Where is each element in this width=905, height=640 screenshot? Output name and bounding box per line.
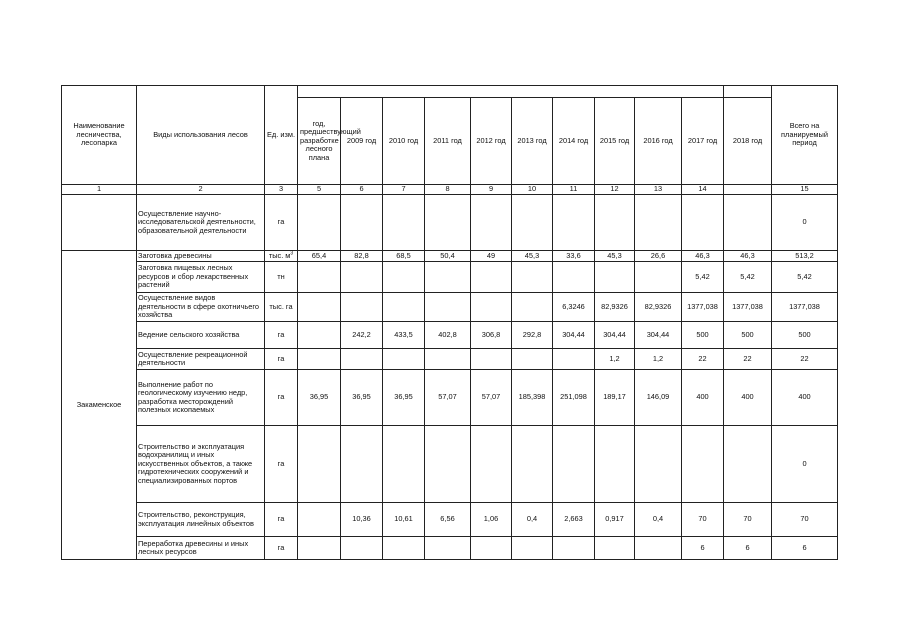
value-cell — [425, 537, 471, 560]
value-cell — [298, 195, 341, 251]
value-cell: 0,4 — [635, 503, 682, 537]
value-cell — [682, 426, 724, 503]
value-cell — [553, 195, 595, 251]
value-cell — [512, 293, 553, 322]
header-year: 2012 год — [471, 98, 512, 185]
value-cell — [635, 537, 682, 560]
value-cell — [298, 262, 341, 293]
value-cell — [595, 426, 635, 503]
value-cell — [553, 262, 595, 293]
value-cell: 513,2 — [772, 251, 838, 262]
value-cell: 242,2 — [341, 322, 383, 349]
unit: га — [265, 349, 298, 370]
table-row — [62, 251, 838, 262]
value-cell — [471, 537, 512, 560]
value-cell: 189,17 — [595, 370, 635, 426]
table-row — [62, 262, 838, 293]
column-number: 1 — [62, 185, 137, 195]
value-cell — [341, 293, 383, 322]
value-cell: 1377,038 — [682, 293, 724, 322]
column-number: 3 — [265, 185, 298, 195]
value-cell — [682, 195, 724, 251]
value-cell: 0 — [772, 426, 838, 503]
header-year: 2011 год — [425, 98, 471, 185]
table-row — [62, 349, 838, 370]
value-cell: 22 — [724, 349, 772, 370]
value-cell: 26,6 — [635, 251, 682, 262]
value-cell: 70 — [682, 503, 724, 537]
value-cell — [595, 262, 635, 293]
value-cell — [298, 503, 341, 537]
value-cell — [425, 293, 471, 322]
column-number: 6 — [341, 185, 383, 195]
value-cell: 402,8 — [425, 322, 471, 349]
value-cell — [341, 262, 383, 293]
value-cell — [383, 537, 425, 560]
column-number: 2 — [137, 185, 265, 195]
value-cell: 70 — [772, 503, 838, 537]
value-cell — [298, 293, 341, 322]
value-cell — [341, 426, 383, 503]
header-years-span — [298, 86, 724, 98]
value-cell: 68,5 — [383, 251, 425, 262]
header-year: 2013 год — [512, 98, 553, 185]
value-cell: 400 — [772, 370, 838, 426]
column-number: 10 — [512, 185, 553, 195]
use-kind: Переработка древесины и иных лесных ресурсов — [137, 537, 265, 560]
value-cell — [425, 426, 471, 503]
value-cell — [512, 537, 553, 560]
value-cell — [635, 262, 682, 293]
value-cell: 46,3 — [682, 251, 724, 262]
value-cell: 82,9326 — [635, 293, 682, 322]
value-cell — [341, 537, 383, 560]
unit: тыс. $м^3$ — [265, 251, 298, 262]
value-cell — [471, 426, 512, 503]
column-number: 9 — [471, 185, 512, 195]
value-cell: 10,61 — [383, 503, 425, 537]
table-row — [62, 293, 838, 322]
value-cell: 304,44 — [635, 322, 682, 349]
use-kind: Осуществление научно-исследовательской деятельности, образовательной деятельности — [137, 195, 265, 251]
value-cell: 0,4 — [512, 503, 553, 537]
value-cell: 0 — [772, 195, 838, 251]
value-cell — [383, 293, 425, 322]
unit: га — [265, 537, 298, 560]
value-cell: 304,44 — [553, 322, 595, 349]
value-cell: 6 — [682, 537, 724, 560]
header-prev-year: год, предшествующий разработке лесного плана — [298, 98, 341, 185]
use-kind: Осуществление видов деятельности в сфере охотничьего хозяйства — [137, 293, 265, 322]
column-number: 15 — [772, 185, 838, 195]
value-cell — [635, 195, 682, 251]
value-cell: 0,917 — [595, 503, 635, 537]
value-cell: 251,098 — [553, 370, 595, 426]
header-kinds: Виды использования лесов — [137, 86, 265, 185]
value-cell — [383, 262, 425, 293]
value-cell — [471, 349, 512, 370]
value-cell: 1377,038 — [772, 293, 838, 322]
value-cell: 33,6 — [553, 251, 595, 262]
use-kind: Выполнение работ по геологическому изучению недр, разработка месторождений полезных ископаемых — [137, 370, 265, 426]
header-year: 2014 год — [553, 98, 595, 185]
region-cell-empty — [62, 195, 137, 251]
header-year: 2018 год — [724, 98, 772, 185]
value-cell: 65,4 — [298, 251, 341, 262]
header-total: Всего на планируемый период — [772, 86, 838, 185]
value-cell — [298, 322, 341, 349]
value-cell: 400 — [682, 370, 724, 426]
value-cell: 1,2 — [635, 349, 682, 370]
value-cell: 82,9326 — [595, 293, 635, 322]
unit: тн — [265, 262, 298, 293]
value-cell — [298, 426, 341, 503]
table-row — [62, 370, 838, 426]
value-cell: 70 — [724, 503, 772, 537]
value-cell — [512, 262, 553, 293]
table-row — [62, 322, 838, 349]
value-cell — [635, 426, 682, 503]
value-cell: 57,07 — [425, 370, 471, 426]
value-cell: 1,06 — [471, 503, 512, 537]
use-kind: Заготовка пищевых лесных ресурсов и сбор лекарственных растений — [137, 262, 265, 293]
value-cell: 500 — [724, 322, 772, 349]
unit: га — [265, 370, 298, 426]
value-cell: 5,42 — [772, 262, 838, 293]
use-kind: Заготовка древесины — [137, 251, 265, 262]
value-cell — [512, 195, 553, 251]
column-number: 7 — [383, 185, 425, 195]
value-cell: 5,42 — [682, 262, 724, 293]
value-cell: 50,4 — [425, 251, 471, 262]
value-cell: 1377,038 — [724, 293, 772, 322]
value-cell — [298, 349, 341, 370]
value-cell: 36,95 — [341, 370, 383, 426]
value-cell: 146,09 — [635, 370, 682, 426]
value-cell: 46,3 — [724, 251, 772, 262]
value-cell — [595, 195, 635, 251]
header-year: 2015 год — [595, 98, 635, 185]
header-top-row — [62, 86, 838, 98]
unit: га — [265, 426, 298, 503]
value-cell: 6 — [772, 537, 838, 560]
value-cell — [425, 262, 471, 293]
value-cell — [383, 195, 425, 251]
column-number: 12 — [595, 185, 635, 195]
value-cell: 49 — [471, 251, 512, 262]
value-cell: 5,42 — [724, 262, 772, 293]
value-cell — [724, 195, 772, 251]
value-cell: 45,3 — [595, 251, 635, 262]
value-cell: 10,36 — [341, 503, 383, 537]
value-cell: 500 — [682, 322, 724, 349]
column-number: 11 — [553, 185, 595, 195]
unit: га — [265, 195, 298, 251]
table-row — [62, 537, 838, 560]
header-year: 2009 год — [341, 98, 383, 185]
header-year: 2017 год — [682, 98, 724, 185]
use-kind: Строительство и эксплуатация водохранилищ и иных искусственных объектов, а также гидротехнических сооружений и специализированных портов — [137, 426, 265, 503]
value-cell: 400 — [724, 370, 772, 426]
value-cell — [341, 195, 383, 251]
header-blank — [724, 86, 772, 98]
forest-use-plan-table — [61, 85, 838, 560]
header-year: 2010 год — [383, 98, 425, 185]
value-cell: 306,8 — [471, 322, 512, 349]
value-cell: 304,44 — [595, 322, 635, 349]
value-cell — [383, 349, 425, 370]
header-unit: Ед. изм. — [265, 86, 298, 185]
value-cell: 1,2 — [595, 349, 635, 370]
value-cell: 36,95 — [383, 370, 425, 426]
region-name: Закаменское — [62, 251, 137, 560]
header-year: 2016 год — [635, 98, 682, 185]
unit: тыс. га — [265, 293, 298, 322]
value-cell — [383, 426, 425, 503]
table-row — [62, 426, 838, 503]
value-cell — [512, 349, 553, 370]
table-row — [62, 503, 838, 537]
use-kind: Осуществление рекреационной деятельности — [137, 349, 265, 370]
value-cell: 2,663 — [553, 503, 595, 537]
value-cell: 185,398 — [512, 370, 553, 426]
value-cell — [425, 195, 471, 251]
value-cell: 433,5 — [383, 322, 425, 349]
value-cell: 57,07 — [471, 370, 512, 426]
unit: га — [265, 322, 298, 349]
value-cell — [471, 195, 512, 251]
value-cell: 82,8 — [341, 251, 383, 262]
value-cell: 6,3246 — [553, 293, 595, 322]
value-cell: 500 — [772, 322, 838, 349]
value-cell: 6 — [724, 537, 772, 560]
value-cell — [341, 349, 383, 370]
use-kind: Ведение сельского хозяйства — [137, 322, 265, 349]
column-number: 13 — [635, 185, 682, 195]
value-cell — [298, 537, 341, 560]
unit: га — [265, 503, 298, 537]
value-cell: 45,3 — [512, 251, 553, 262]
value-cell — [471, 262, 512, 293]
value-cell — [553, 426, 595, 503]
value-cell: 22 — [772, 349, 838, 370]
use-kind: Строительство, реконструкция, эксплуатация линейных объектов — [137, 503, 265, 537]
header-name: Наименование лесничества, лесопарка — [62, 86, 137, 185]
column-number: 8 — [425, 185, 471, 195]
value-cell — [553, 537, 595, 560]
column-number: 14 — [682, 185, 724, 195]
header-number-row — [62, 185, 838, 195]
table-row — [62, 195, 838, 251]
value-cell: 22 — [682, 349, 724, 370]
value-cell — [553, 349, 595, 370]
value-cell: 292,8 — [512, 322, 553, 349]
value-cell: 6,56 — [425, 503, 471, 537]
value-cell: 36,95 — [298, 370, 341, 426]
value-cell — [595, 537, 635, 560]
column-number: 5 — [298, 185, 341, 195]
column-number — [724, 185, 772, 195]
value-cell — [512, 426, 553, 503]
value-cell — [471, 293, 512, 322]
value-cell — [724, 426, 772, 503]
value-cell — [425, 349, 471, 370]
